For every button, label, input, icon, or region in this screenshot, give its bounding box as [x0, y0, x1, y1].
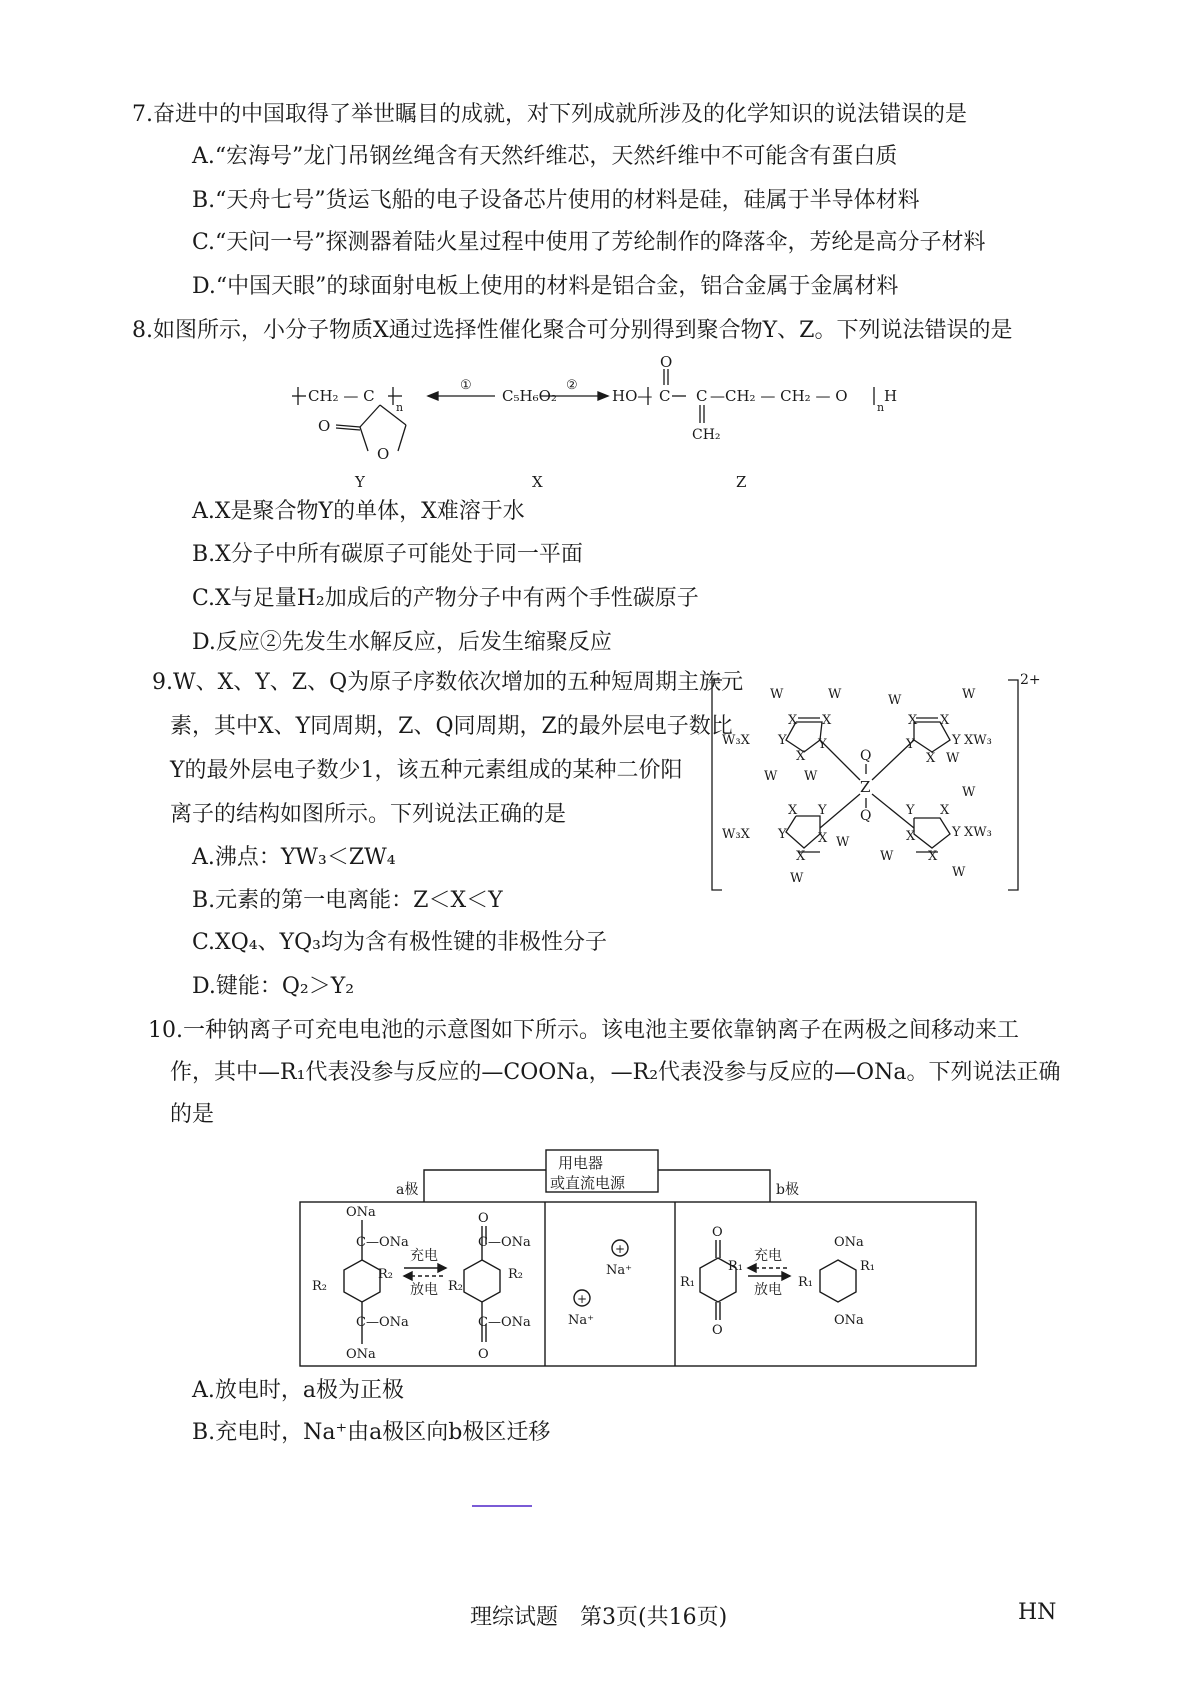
w-label: W	[804, 769, 818, 784]
w3x-label: W₃X	[722, 733, 750, 748]
w-label: W	[962, 687, 976, 702]
w-label: W	[946, 751, 960, 766]
q9-cation-structure-figure	[700, 668, 1040, 898]
xw3-label: XW₃	[964, 733, 992, 748]
q9-option-b: B.元素的第一电离能：Z＜X＜Y	[192, 888, 503, 913]
region-code: HN	[1018, 1600, 1057, 1625]
x-label: X	[532, 473, 543, 491]
q9-stem-line-3: Y的最外层电子数少1，该五种元素组成的某种二价阳	[170, 758, 683, 783]
q8-stem: 8.如图所示，小分子物质X通过选择性催化聚合可分别得到聚合物Y、Z。下列说法错误的是	[132, 318, 1013, 343]
x-label: X	[818, 831, 828, 846]
y-chain-label: CH₂ — C	[308, 387, 375, 405]
z-o-label: O	[660, 353, 673, 371]
plus-sign: +	[615, 1242, 626, 1256]
q9-option-c: C.XQ₄、YQ₃均为含有极性键的非极性分子	[192, 930, 607, 955]
q-top-label: Q	[860, 748, 872, 764]
q7-option-d: D.“中国天眼”的球面射电板上使用的材料是铝合金，铝合金属于金属材料	[192, 274, 899, 299]
arrow1-label: ①	[460, 378, 472, 393]
w-label: W	[888, 693, 902, 708]
w-label: W	[836, 835, 850, 850]
q9-stem-line-2: 素，其中X、Y同周期，Z、Q同周期，Z的最外层电子数比	[170, 714, 733, 739]
y-o1-label: O	[318, 417, 331, 435]
pen-mark	[472, 1505, 532, 1507]
o-label: O	[712, 1323, 723, 1338]
q-bottom-label: Q	[860, 808, 872, 824]
z-c2-label: C	[696, 387, 708, 405]
cona-label: C—ONa	[478, 1235, 531, 1250]
y-label: Y	[906, 737, 915, 752]
cona-label: C—ONa	[356, 1235, 409, 1250]
cona-label: C—ONa	[356, 1315, 409, 1330]
w-label: W	[952, 865, 966, 880]
x-label: X	[908, 713, 918, 728]
y-label: Y	[818, 737, 827, 752]
q9-stem-line-1: 9.W、X、Y、Z、Q为原子序数依次增加的五种短周期主族元	[152, 670, 744, 695]
w-label: W	[790, 871, 804, 886]
ona-label: ONa	[346, 1347, 376, 1362]
x-label: X	[796, 849, 806, 864]
q8-option-b: B.X分子中所有碳原子可能处于同一平面	[192, 542, 583, 567]
y-label: Y	[818, 803, 827, 818]
z-start-label: HO—	[612, 387, 653, 405]
w3x-label: W₃X	[722, 827, 750, 842]
q9-option-d: D.键能：Q₂＞Y₂	[192, 974, 355, 999]
q7-option-b: B.“天舟七号”货运飞船的电子设备芯片使用的材料是硅，硅属于半导体材料	[192, 188, 920, 213]
x-label: X	[796, 749, 806, 764]
y-label: Y	[778, 827, 787, 842]
q7-stem: 7.奋进中的中国取得了举世瞩目的成就，对下列成就所涉及的化学知识的说法错误的是	[132, 102, 967, 127]
x-label: X	[940, 803, 950, 818]
w-label: W	[764, 769, 778, 784]
a-electrode-label: a极	[396, 1182, 419, 1198]
discharge-label-right: 放电	[754, 1282, 782, 1298]
q10-stem-line-1: 10.一种钠离子可充电电池的示意图如下所示。该电池主要依靠钠离子在两极之间移动来工	[148, 1018, 1019, 1043]
q8-option-d: D.反应②先发生水解反应，后发生缩聚反应	[192, 630, 612, 655]
y-o2-label: O	[377, 445, 390, 463]
r2-label: R₂	[448, 1279, 463, 1294]
w-label: W	[880, 849, 894, 864]
arrow2-label: ②	[566, 378, 578, 393]
q8-option-a: A.X是聚合物Y的单体，X难溶于水	[192, 499, 525, 524]
q10-battery-figure	[300, 1148, 980, 1368]
o-label: O	[712, 1225, 723, 1240]
ona-label: ONa	[834, 1313, 864, 1328]
z-c1-label: C	[659, 387, 671, 405]
z-end-label: H	[884, 387, 898, 405]
page-footer: 理综试题 第3页(共16页)	[470, 1605, 728, 1630]
r2-label: R₂	[508, 1267, 523, 1282]
q10-option-a: A.放电时，a极为正极	[192, 1378, 404, 1403]
o-label: O	[478, 1347, 489, 1362]
q10-stem-line-3: 的是	[170, 1102, 215, 1127]
y-label: Y	[952, 733, 961, 748]
x-label: X	[926, 751, 936, 766]
q7-option-a: A.“宏海号”龙门吊钢丝绳含有天然纤维芯，天然纤维中不可能含有蛋白质	[192, 144, 898, 169]
ona-label: ONa	[346, 1205, 376, 1220]
y-label: Y	[778, 733, 787, 748]
x-label: X	[788, 713, 798, 728]
x-label: X	[940, 713, 950, 728]
r1-label: R₁	[798, 1275, 813, 1290]
z-mid-label: —CH₂ — CH₂ — O	[710, 387, 848, 405]
r1-label: R₁	[680, 1275, 695, 1290]
cona-label: C—ONa	[478, 1315, 531, 1330]
r1-label: R₁	[860, 1259, 875, 1274]
r2-label: R₂	[312, 1279, 327, 1294]
x-label: X	[822, 713, 832, 728]
plus-sign: +	[577, 1292, 588, 1306]
y-label: Y	[355, 473, 365, 491]
w-label: W	[770, 687, 784, 702]
discharge-label-left: 放电	[410, 1282, 438, 1298]
device-label: 用电器	[558, 1154, 604, 1172]
b-electrode-label: b极	[776, 1182, 799, 1198]
q9-option-a: A.沸点：YW₃＜ZW₄	[192, 845, 396, 870]
o-label: O	[478, 1211, 489, 1226]
charge-label: 2+	[1020, 672, 1041, 688]
x-label: X	[906, 829, 916, 844]
y-n-label: n	[396, 401, 404, 414]
r1-label: R₁	[728, 1259, 743, 1274]
power-source-label: 或直流电源	[550, 1174, 626, 1192]
q8-option-c: C.X与足量H₂加成后的产物分子中有两个手性碳原子	[192, 586, 699, 611]
na-ion-label: Na⁺	[568, 1313, 594, 1328]
center-z-label: Z	[860, 778, 871, 796]
z-ch2-label: CH₂	[692, 427, 721, 443]
y-label: Y	[906, 803, 915, 818]
xw3-label: XW₃	[964, 825, 992, 840]
x-formula: C₅H₆O₂	[502, 387, 557, 405]
y-label: Y	[952, 825, 961, 840]
charge-label-right: 充电	[754, 1248, 782, 1264]
q10-option-b: B.充电时，Na⁺由a极区向b极区迁移	[192, 1420, 551, 1445]
r2-label: R₂	[378, 1267, 393, 1282]
w-label: W	[828, 687, 842, 702]
w-label: W	[962, 785, 976, 800]
ona-label: ONa	[834, 1235, 864, 1250]
charge-label-left: 充电	[410, 1248, 438, 1264]
q7-option-c: C.“天问一号”探测器着陆火星过程中使用了芳纶制作的降落伞，芳纶是高分子材料	[192, 230, 986, 255]
z-n-label: n	[877, 401, 885, 414]
z-label: Z	[736, 473, 747, 491]
na-ion-label: Na⁺	[606, 1263, 632, 1278]
q9-stem-line-4: 离子的结构如图所示。下列说法正确的是	[170, 802, 567, 827]
q8-reaction-figure	[280, 355, 920, 495]
x-label: X	[788, 803, 798, 818]
x-label: X	[928, 849, 938, 864]
q10-stem-line-2: 作，其中—R₁代表没参与反应的—COONa，—R₂代表没参与反应的—ONa。下列说法正确	[170, 1060, 1061, 1085]
